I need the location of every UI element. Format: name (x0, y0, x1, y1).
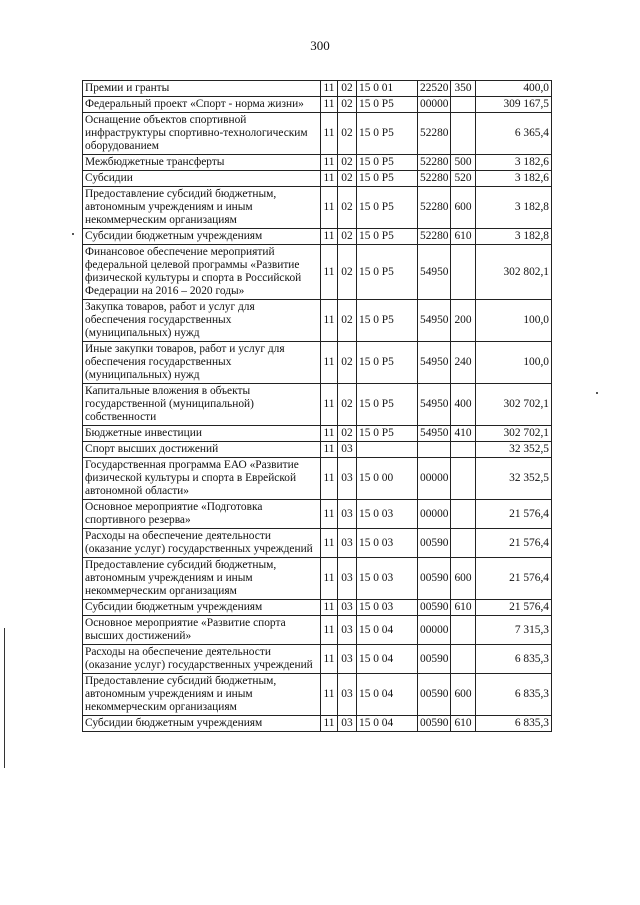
expense-direction-code: 52280 (418, 229, 451, 245)
section-code: 11 (321, 342, 338, 384)
row-name: Финансовое обеспечение мероприятий федеральной целевой программы «Развитие физической культуры и спорта в Российской Федерации на 2016 – 2020 годы» (83, 245, 321, 300)
table-row (83, 426, 552, 442)
expense-type-code: 400 (451, 384, 476, 426)
target-article-code: 15 0 00 (357, 458, 418, 500)
expense-direction-code: 00590 (418, 600, 451, 616)
amount: 6 835,3 (476, 674, 552, 716)
table-row (83, 113, 552, 155)
expense-direction-code: 00590 (418, 674, 451, 716)
subsection-code: 03 (338, 645, 357, 674)
subsection-code: 02 (338, 187, 357, 229)
expense-direction-code: 52280 (418, 113, 451, 155)
target-article-code: 15 0 Р5 (357, 155, 418, 171)
target-article-code: 15 0 Р5 (357, 426, 418, 442)
expense-type-code: 610 (451, 716, 476, 732)
amount: 7 315,3 (476, 616, 552, 645)
amount: 21 576,4 (476, 500, 552, 529)
section-code: 11 (321, 187, 338, 229)
section-code: 11 (321, 600, 338, 616)
table-row (83, 155, 552, 171)
section-code: 11 (321, 716, 338, 732)
amount: 302 802,1 (476, 245, 552, 300)
row-name: Предоставление субсидий бюджетным, автономным учреждениям и иным некоммерческим организациям (83, 558, 321, 600)
target-article-code: 15 0 Р5 (357, 384, 418, 426)
section-code: 11 (321, 426, 338, 442)
subsection-code: 03 (338, 458, 357, 500)
row-name: Предоставление субсидий бюджетным, автономным учреждениям и иным некоммерческим организациям (83, 674, 321, 716)
expense-direction-code: 52280 (418, 155, 451, 171)
section-code: 11 (321, 113, 338, 155)
target-article-code: 15 0 Р5 (357, 97, 418, 113)
expense-type-code: 610 (451, 600, 476, 616)
table-row (83, 458, 552, 500)
subsection-code: 02 (338, 113, 357, 155)
subsection-code: 02 (338, 300, 357, 342)
row-name: Премии и гранты (83, 81, 321, 97)
table-row (83, 558, 552, 600)
row-name: Федеральный проект «Спорт - норма жизни» (83, 97, 321, 113)
amount: 3 182,8 (476, 229, 552, 245)
row-name: Основное мероприятие «Подготовка спортивного резерва» (83, 500, 321, 529)
table-row (83, 171, 552, 187)
target-article-code: 15 0 03 (357, 529, 418, 558)
expense-type-code (451, 245, 476, 300)
target-article-code: 15 0 Р5 (357, 245, 418, 300)
amount: 3 182,6 (476, 171, 552, 187)
scan-speck (596, 392, 598, 394)
table-row (83, 674, 552, 716)
page-number: 300 (310, 38, 330, 53)
table-row (83, 300, 552, 342)
subsection-code: 03 (338, 558, 357, 600)
expense-type-code: 350 (451, 81, 476, 97)
expense-direction-code: 00590 (418, 558, 451, 600)
budget-table-body (83, 81, 552, 732)
amount: 6 835,3 (476, 645, 552, 674)
section-code: 11 (321, 458, 338, 500)
expense-direction-code: 54950 (418, 384, 451, 426)
row-name: Капитальные вложения в объекты государственной (муниципальной) собственности (83, 384, 321, 426)
amount: 100,0 (476, 342, 552, 384)
expense-type-code (451, 97, 476, 113)
subsection-code: 02 (338, 245, 357, 300)
row-name: Закупка товаров, работ и услуг для обеспечения государственных (муниципальных) нужд (83, 300, 321, 342)
table-row (83, 616, 552, 645)
table-row (83, 716, 552, 732)
amount: 21 576,4 (476, 600, 552, 616)
target-article-code: 15 0 03 (357, 558, 418, 600)
target-article-code: 15 0 04 (357, 616, 418, 645)
subsection-code: 02 (338, 229, 357, 245)
section-code: 11 (321, 300, 338, 342)
expense-type-code: 600 (451, 187, 476, 229)
section-code: 11 (321, 81, 338, 97)
row-name: Расходы на обеспечение деятельности (оказание услуг) государственных учреждений (83, 529, 321, 558)
expense-type-code (451, 645, 476, 674)
budget-table (82, 80, 552, 732)
expense-direction-code: 00000 (418, 500, 451, 529)
table-row (83, 645, 552, 674)
subsection-code: 03 (338, 600, 357, 616)
amount: 21 576,4 (476, 529, 552, 558)
expense-direction-code (418, 442, 451, 458)
section-code: 11 (321, 558, 338, 600)
row-name: Субсидии бюджетным учреждениям (83, 600, 321, 616)
amount: 302 702,1 (476, 426, 552, 442)
row-name: Спорт высших достижений (83, 442, 321, 458)
expense-type-code: 500 (451, 155, 476, 171)
section-code: 11 (321, 155, 338, 171)
section-code: 11 (321, 384, 338, 426)
expense-type-code (451, 616, 476, 645)
table-row (83, 81, 552, 97)
subsection-code: 02 (338, 342, 357, 384)
amount: 6 365,4 (476, 113, 552, 155)
table-row (83, 229, 552, 245)
row-name: Субсидии бюджетным учреждениям (83, 716, 321, 732)
expense-type-code (451, 113, 476, 155)
table-row (83, 529, 552, 558)
expense-type-code: 520 (451, 171, 476, 187)
row-name: Расходы на обеспечение деятельности (оказание услуг) государственных учреждений (83, 645, 321, 674)
section-code: 11 (321, 245, 338, 300)
row-name: Предоставление субсидий бюджетным, автономным учреждениям и иным некоммерческим организациям (83, 187, 321, 229)
amount: 100,0 (476, 300, 552, 342)
table-row (83, 500, 552, 529)
expense-direction-code: 00590 (418, 645, 451, 674)
expense-direction-code: 00590 (418, 529, 451, 558)
target-article-code: 15 0 01 (357, 81, 418, 97)
subsection-code: 02 (338, 81, 357, 97)
expense-type-code: 610 (451, 229, 476, 245)
expense-direction-code: 22520 (418, 81, 451, 97)
expense-direction-code: 54950 (418, 426, 451, 442)
section-code: 11 (321, 442, 338, 458)
section-code: 11 (321, 229, 338, 245)
row-name: Субсидии (83, 171, 321, 187)
amount: 3 182,8 (476, 187, 552, 229)
amount: 302 702,1 (476, 384, 552, 426)
subsection-code: 03 (338, 716, 357, 732)
target-article-code: 15 0 04 (357, 645, 418, 674)
expense-direction-code: 00000 (418, 616, 451, 645)
amount: 6 835,3 (476, 716, 552, 732)
expense-type-code (451, 500, 476, 529)
row-name: Субсидии бюджетным учреждениям (83, 229, 321, 245)
row-name: Бюджетные инвестиции (83, 426, 321, 442)
subsection-code: 03 (338, 529, 357, 558)
row-name: Основное мероприятие «Развитие спорта высших достижений» (83, 616, 321, 645)
expense-direction-code: 52280 (418, 171, 451, 187)
subsection-code: 02 (338, 384, 357, 426)
target-article-code: 15 0 03 (357, 500, 418, 529)
table-row (83, 97, 552, 113)
expense-direction-code: 52280 (418, 187, 451, 229)
row-name: Межбюджетные трансферты (83, 155, 321, 171)
scan-margin-line (4, 628, 5, 768)
table-row (83, 600, 552, 616)
expense-direction-code: 00000 (418, 97, 451, 113)
subsection-code: 02 (338, 155, 357, 171)
subsection-code: 02 (338, 97, 357, 113)
expense-type-code: 600 (451, 674, 476, 716)
table-row (83, 442, 552, 458)
subsection-code: 03 (338, 442, 357, 458)
target-article-code: 15 0 04 (357, 716, 418, 732)
amount: 400,0 (476, 81, 552, 97)
expense-type-code: 600 (451, 558, 476, 600)
section-code: 11 (321, 674, 338, 716)
expense-direction-code: 54950 (418, 245, 451, 300)
expense-type-code (451, 529, 476, 558)
expense-direction-code: 00590 (418, 716, 451, 732)
row-name: Государственная программа ЕАО «Развитие физической культуры и спорта в Еврейской автономной области» (83, 458, 321, 500)
subsection-code: 02 (338, 426, 357, 442)
row-name: Иные закупки товаров, работ и услуг для обеспечения государственных (муниципальных) нужд (83, 342, 321, 384)
expense-type-code: 240 (451, 342, 476, 384)
section-code: 11 (321, 97, 338, 113)
target-article-code: 15 0 Р5 (357, 187, 418, 229)
table-row (83, 342, 552, 384)
row-name: Оснащение объектов спортивной инфраструктуры спортивно-технологическим оборудованием (83, 113, 321, 155)
expense-type-code: 200 (451, 300, 476, 342)
table-row (83, 187, 552, 229)
target-article-code: 15 0 Р5 (357, 342, 418, 384)
table-row (83, 384, 552, 426)
section-code: 11 (321, 529, 338, 558)
expense-direction-code: 00000 (418, 458, 451, 500)
target-article-code (357, 442, 418, 458)
subsection-code: 02 (338, 171, 357, 187)
table-row (83, 245, 552, 300)
scan-speck (72, 233, 74, 235)
target-article-code: 15 0 04 (357, 674, 418, 716)
subsection-code: 03 (338, 674, 357, 716)
section-code: 11 (321, 616, 338, 645)
expense-type-code (451, 458, 476, 500)
subsection-code: 03 (338, 616, 357, 645)
target-article-code: 15 0 03 (357, 600, 418, 616)
target-article-code: 15 0 Р5 (357, 113, 418, 155)
subsection-code: 03 (338, 500, 357, 529)
expense-type-code: 410 (451, 426, 476, 442)
amount: 32 352,5 (476, 442, 552, 458)
target-article-code: 15 0 Р5 (357, 229, 418, 245)
expense-type-code (451, 442, 476, 458)
section-code: 11 (321, 171, 338, 187)
target-article-code: 15 0 Р5 (357, 300, 418, 342)
expense-direction-code: 54950 (418, 300, 451, 342)
amount: 3 182,6 (476, 155, 552, 171)
expense-direction-code: 54950 (418, 342, 451, 384)
section-code: 11 (321, 500, 338, 529)
amount: 309 167,5 (476, 97, 552, 113)
section-code: 11 (321, 645, 338, 674)
target-article-code: 15 0 Р5 (357, 171, 418, 187)
amount: 32 352,5 (476, 458, 552, 500)
amount: 21 576,4 (476, 558, 552, 600)
